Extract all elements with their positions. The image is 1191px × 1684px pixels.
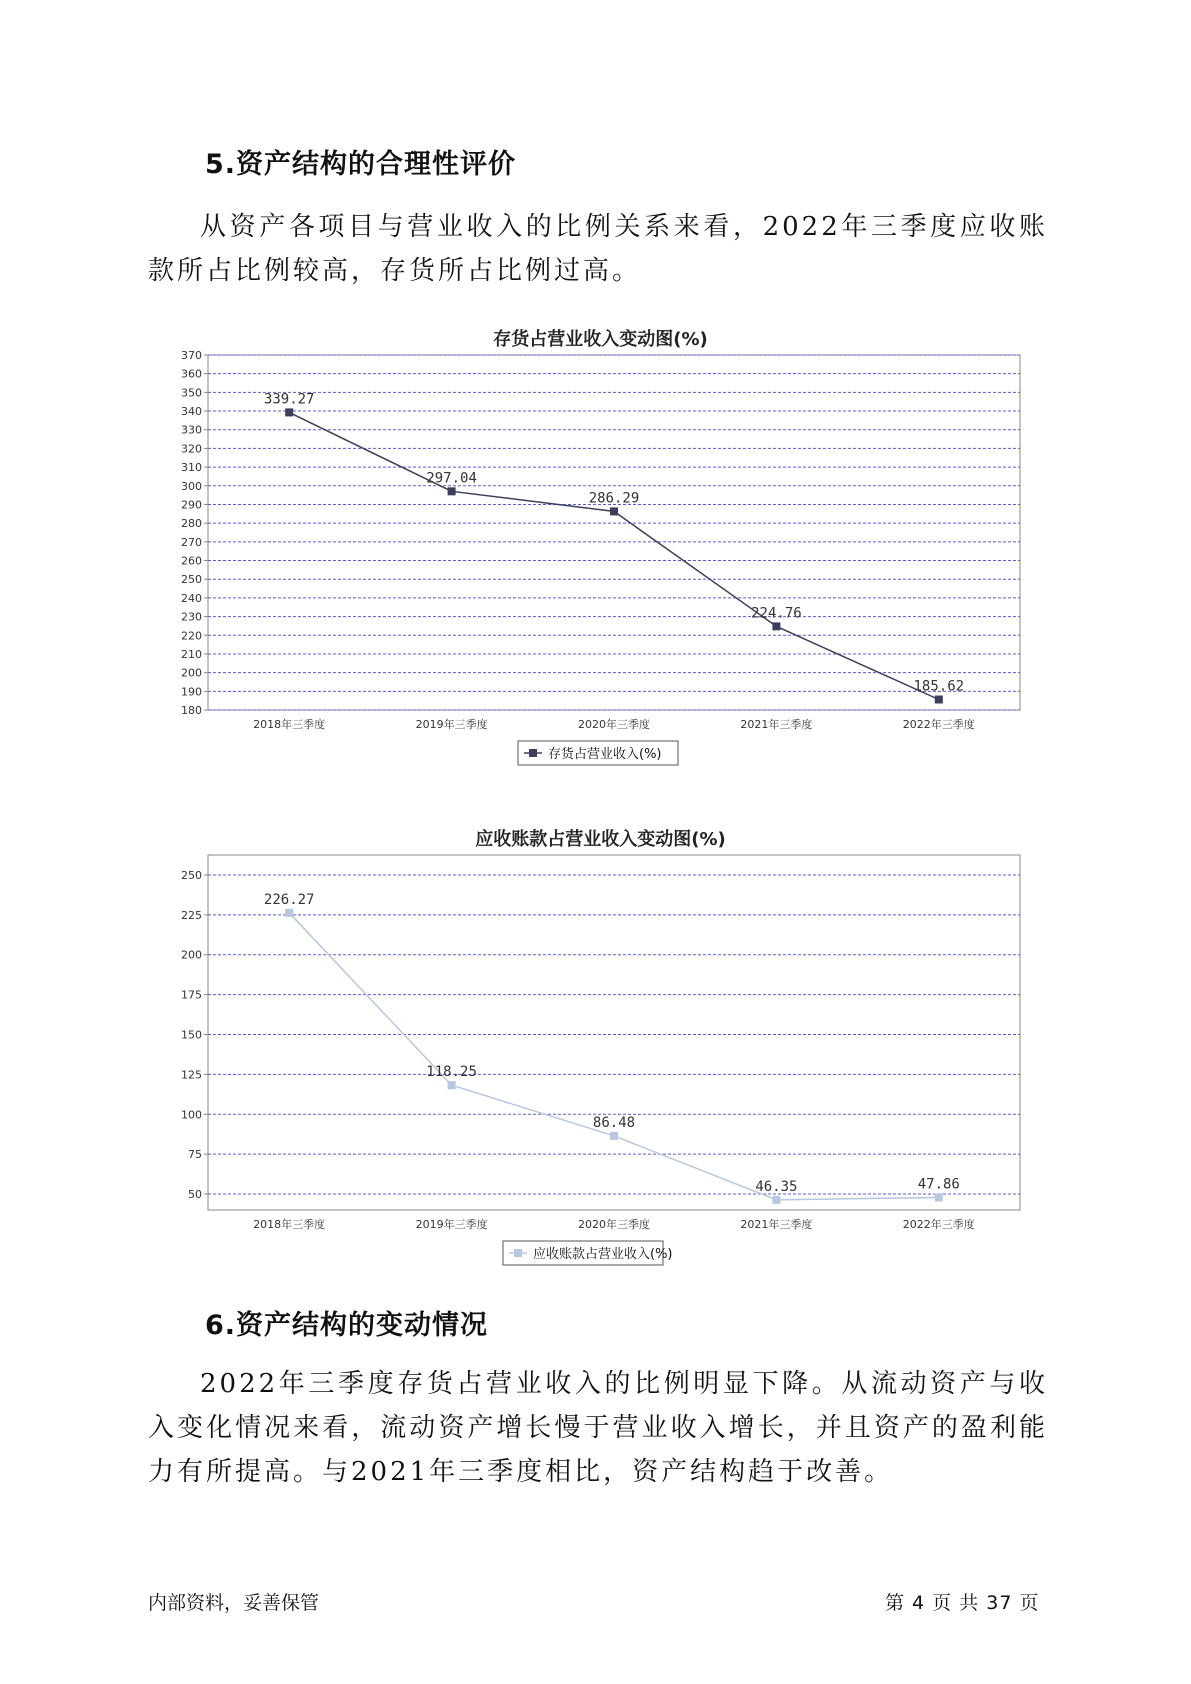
footer-page-number: 第 4 页 共 37 页	[885, 1592, 1040, 1614]
x-tick-label: 2021年三季度	[740, 1218, 813, 1231]
data-label: 47.86	[917, 1176, 960, 1193]
data-label: 118.25	[426, 1064, 477, 1081]
data-label: 46.35	[755, 1178, 798, 1195]
data-point	[285, 909, 293, 917]
x-tick-label: 2022年三季度	[902, 1218, 975, 1231]
y-tick-label: 150	[181, 1028, 202, 1042]
data-point	[772, 1196, 780, 1204]
y-tick-label: 250	[181, 573, 202, 587]
y-tick-label: 190	[181, 685, 202, 699]
y-tick-label: 200	[181, 666, 202, 680]
y-tick-label: 50	[188, 1188, 202, 1202]
data-label: 286.29	[588, 490, 640, 507]
plot-area	[208, 855, 1020, 1210]
y-tick-label: 320	[181, 442, 202, 456]
y-tick-label: 230	[181, 610, 202, 624]
y-tick-label: 330	[181, 423, 202, 437]
y-tick-label: 210	[181, 647, 202, 661]
x-tick-label: 2019年三季度	[415, 1218, 488, 1231]
y-tick-label: 250	[181, 868, 202, 882]
y-tick-label: 100	[181, 1108, 202, 1122]
x-tick-label: 2021年三季度	[740, 718, 813, 731]
data-label: 224.76	[751, 605, 802, 622]
data-label: 339.27	[263, 391, 315, 408]
receivables-chart-title: 应收账款占营业收入变动图(%)	[475, 829, 726, 850]
x-tick-label: 2019年三季度	[415, 718, 488, 731]
x-tick-label: 2018年三季度	[253, 718, 326, 731]
section-6-paragraph: 2022年三季度存货占营业收入的比例明显下降。从流动资产与收入变化情况来看，流动资产增长慢于营业收入增长，并且资产的盈利能力有所提高。与2021年三季度相比，资产结构趋于改善。	[148, 1369, 1048, 1487]
y-tick-label: 360	[181, 367, 202, 381]
x-tick-label: 2020年三季度	[578, 718, 650, 731]
section-5-heading: 5.资产结构的合理性评价	[205, 149, 517, 180]
section-5-paragraph: 从资产各项目与营业收入的比例关系来看，2022年三季度应收账款所占比例较高，存货所占比例过高。	[148, 212, 1048, 286]
legend-marker	[514, 1249, 522, 1257]
y-tick-label: 125	[181, 1068, 202, 1082]
y-tick-label: 225	[181, 908, 202, 922]
y-tick-label: 340	[181, 405, 202, 419]
y-tick-label: 290	[181, 498, 202, 512]
y-tick-label: 370	[181, 349, 202, 362]
data-label: 86.48	[592, 1114, 636, 1131]
data-point	[610, 1132, 618, 1140]
legend-label: 应收账款占营业收入(%)	[533, 1247, 673, 1262]
y-tick-label: 200	[181, 948, 202, 962]
y-tick-label: 175	[181, 988, 202, 1002]
x-tick-label: 2020年三季度	[578, 1218, 650, 1231]
legend-label: 存货占营业收入(%)	[548, 747, 662, 762]
y-tick-label: 220	[181, 629, 202, 643]
y-tick-label: 270	[181, 535, 202, 549]
y-tick-label: 260	[181, 554, 202, 568]
y-tick-label: 310	[181, 461, 202, 475]
data-label: 297.04	[426, 470, 477, 487]
section-6-heading: 6.资产结构的变动情况	[205, 1310, 489, 1341]
data-label: 185.62	[913, 678, 965, 695]
inventory-chart-title: 存货占营业收入变动图(%)	[493, 329, 708, 350]
data-point	[448, 1081, 456, 1089]
data-point	[935, 1193, 943, 1201]
y-tick-label: 75	[188, 1148, 202, 1162]
footer-confidential-note: 内部资料，妥善保管	[148, 1592, 320, 1614]
y-tick-label: 180	[181, 704, 202, 717]
x-tick-label: 2018年三季度	[253, 1218, 326, 1231]
data-label: 226.27	[263, 891, 315, 908]
y-tick-label: 350	[181, 386, 202, 400]
y-tick-label: 300	[181, 479, 202, 493]
y-tick-label: 280	[181, 517, 202, 531]
x-tick-label: 2022年三季度	[902, 718, 975, 731]
y-tick-label: 240	[181, 591, 202, 605]
